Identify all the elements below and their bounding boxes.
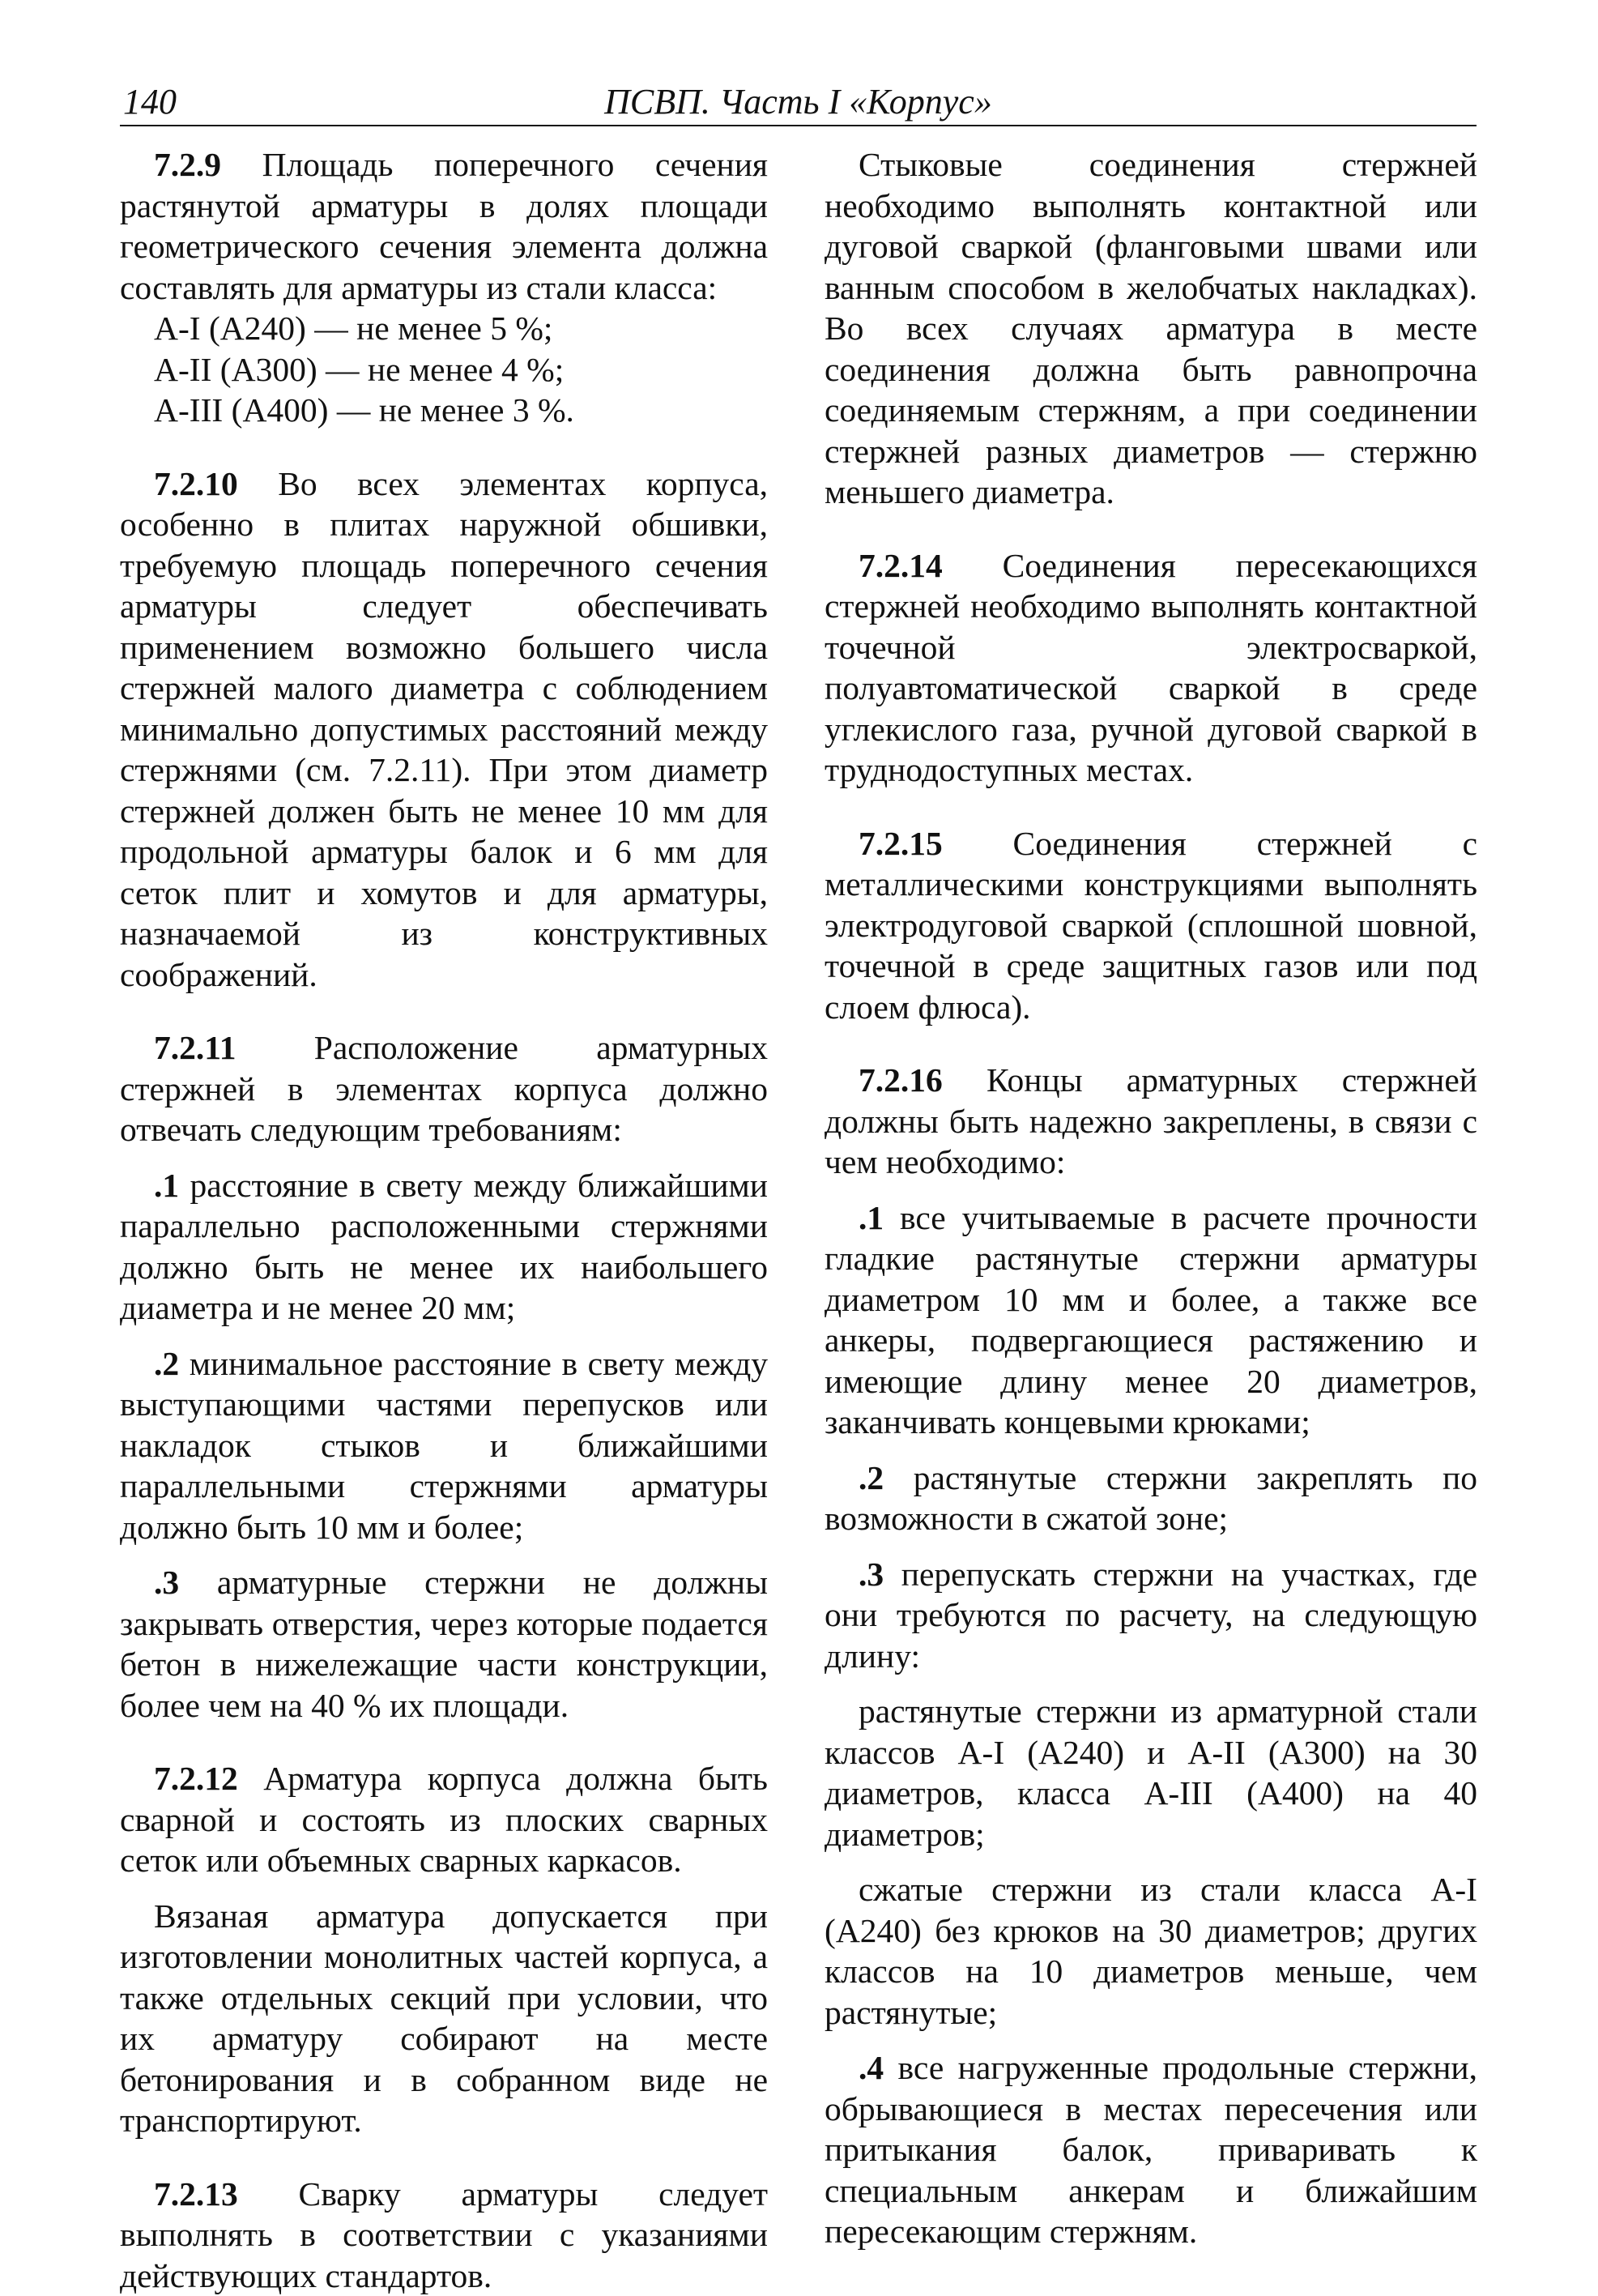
clause-7-2-16 [825, 1060, 1477, 1183]
item-number: .3 [154, 1564, 180, 1601]
list-item [825, 1457, 1477, 1539]
clause-text: Арматура корпуса должна быть сварной и состоять из плоских сварных сеток или объемных сварных каркасов. [120, 1760, 768, 1879]
clause-7-2-14 [825, 545, 1477, 791]
item-text: растянутые стержни закреплять по возможности в сжатой зоне; [825, 1458, 1478, 1537]
clause-text: Площадь поперечного сечения растянутой арматуры в долях площади геометрического сечения элемента должна составлять для арматуры из стали класса: [120, 146, 769, 306]
list-item [825, 2047, 1477, 2252]
list-item [825, 1197, 1477, 1443]
item-number: .1 [859, 1198, 884, 1236]
clause-number: 7.2.13 [154, 2174, 238, 2213]
clause-text: Соединения пересекающихся стержней необходимо выполнять контактной точечной электросваркой, полуавтоматической сваркой в среде углекислого газа, ручной дуговой сваркой в труднодоступных местах. [825, 546, 1477, 788]
list-item [120, 1562, 768, 1726]
item-number: .2 [154, 1344, 180, 1382]
clause-number: 7.2.16 [859, 1061, 943, 1099]
paragraph: растянутые стержни из арматурной стали классов А-I (А240) и А-II (А300) на 30 диаметров, класса А-III (А400) на 40 диаметров; [825, 1692, 1477, 1853]
page-header [120, 81, 1477, 126]
item-text: перепускать стержни на участках, где они требуются по расчету, на следующую длину: [825, 1555, 1478, 1675]
list-item [825, 1554, 1477, 1677]
paragraph: сжатые стержни из стали класса А-I (А240) без крюков на 30 диаметров; других классов на 10 диаметров меньше, чем растянутые; [825, 1871, 1477, 2031]
clause-text: Соединения стержней с металлическими конструкциями выполнять электродуговой сваркой (сплошной шовной, точечной в среде защитных газов или под слоем флюса). [825, 824, 1477, 1026]
clause-text: Концы арматурных стержней должны быть надежно закреплены, в связи с чем необходимо: [825, 1061, 1477, 1180]
item-text: все учитываемые в расчете прочности гладкие растянутые стержни арматуры диаметром 10 мм и более, а также все анкеры, подвергающиеся растяжению и имеющие длину менее 20 диаметров, заканчивать концевыми крюками; [825, 1198, 1478, 1440]
clause-text: Расположение арматурных стержней в элементах корпуса должно отвечать следующим требованиям: [120, 1029, 768, 1148]
clause-7-2-9 [120, 144, 768, 308]
item-number: .3 [859, 1555, 884, 1593]
list-item [120, 1343, 768, 1548]
item-text: минимальное расстояние в свету между выступающими частями перепусков или накладок стыков и ближайшими параллельными стержнями арматуры должно быть 10 мм и более; [120, 1344, 769, 1546]
item-number: .1 [154, 1166, 180, 1204]
clause-7-2-15 [825, 823, 1477, 1028]
clause-7-2-10 [120, 463, 768, 996]
right-column [825, 144, 1477, 2252]
running-head: ПСВП. Часть I «Корпус» [604, 82, 992, 122]
paragraph: Вязаная арматура допускается при изготовлении монолитных частей корпуса, а также отдельных секций при условии, что их арматуру собирают на месте бетонирования и в собранном виде не транспортируют. [120, 1897, 768, 2139]
clause-number: 7.2.10 [154, 464, 238, 502]
clause-7-2-13 [120, 2174, 768, 2296]
clause-text: Во всех элементах корпуса, особенно в плитах наружной обшивки, требуемую площадь поперечного сечения арматуры следует обеспечивать применением возможно большего числа стержней малого диаметра с соблюдением минимально допустимых расстояний между стержнями (см. 7.2.11). При этом диаметр стержней должен быть не менее 10 мм для продольной арматуры балок и 6 мм для сеток плит и хомутов и для арматуры, назначаемой из конструктивных соображений. [120, 464, 768, 993]
item-number: .4 [859, 2049, 884, 2086]
grade-item: А-II (А300) — не менее 4 %; [154, 350, 565, 388]
clause-number: 7.2.11 [154, 1029, 237, 1066]
item-text: все нагруженные продольные стержни, обрывающиеся в местах пересечения или притыкания балок, приваривать к специальным анкерам и ближайшим пересекающим стержням. [825, 2049, 1477, 2250]
paragraph: Стыковые соединения стержней необходимо выполнять контактной или дуговой сваркой (фланговыми швами или ванным способом в желобчатых накладках). Во всех случаях арматура в месте соединения должна быть равнопрочна соединяемым стержням, а при соединении стержней разных диаметров — стержню меньшего диаметра. [825, 146, 1477, 510]
grade-item: А-III (А400) — не менее 3 %. [154, 391, 574, 429]
header-rule [120, 125, 1477, 126]
item-text: арматурные стержни не должны закрывать отверстия, через которые подается бетон в нижележащие части конструкции, более чем на 40 % их площади. [120, 1564, 769, 1724]
clause-number: 7.2.9 [154, 146, 221, 183]
grade-item: А-I (А240) — не менее 5 %; [154, 309, 553, 347]
clause-number: 7.2.14 [859, 546, 943, 584]
clause-text: Сварку арматуры следует выполнять в соответствии с указаниями действующих стандартов. [120, 2174, 769, 2294]
left-column [120, 144, 768, 2296]
item-text: расстояние в свету между ближайшими параллельно расположенными стержнями должно быть не менее их наибольшего диаметра и не менее 20 мм; [120, 1166, 768, 1326]
page-number: 140 [123, 82, 177, 122]
clause-number: 7.2.12 [154, 1760, 238, 1797]
clause-number: 7.2.15 [859, 824, 943, 862]
clause-7-2-12 [120, 1758, 768, 1881]
clause-7-2-11 [120, 1027, 768, 1150]
list-item [120, 1165, 768, 1329]
item-number: .2 [859, 1458, 884, 1496]
